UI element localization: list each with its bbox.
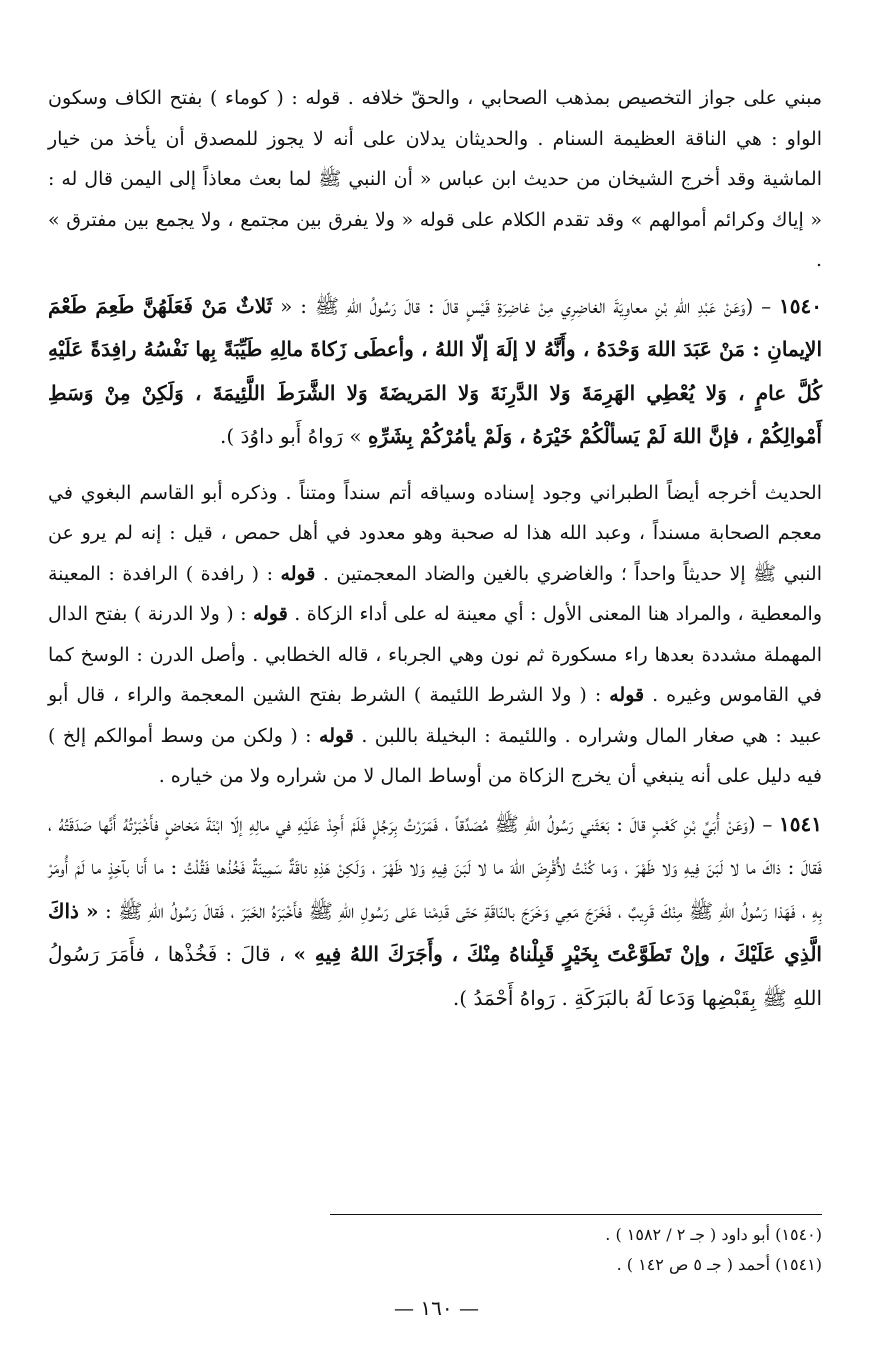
hadith-1541	[48, 803, 822, 1021]
hadith-body: ثَلاثٌ مَنْ فَعَلَهُنَّ طَعِمَ طَعْمَ الإيمانِ : مَنْ عَبَدَ اللهَ وَحْدَهُ ، وأَنَّهُ لا إلَهَ إلّا اللهُ ، وأعطَى زَكاةَ مالِهِ طَيِّبَةً بِها نَفْسُهُ رافِدَةً عَلَيْهِ كُلَّ عامٍ ، وَلا يُعْطِي الهَرِمَةَ وَلا الدَّرِنَةَ وَلا المَريضَةَ وَلا الشَّرَطَ اللَّئِيمَةَ ، وَلَكِنْ مِنْ وَسَطِ أَمْوالِكُمْ ، فإنَّ اللهَ لَمْ يَسألْكُمْ خَيْرَهُ ، وَلَمْ يأمُرْكُمْ بِشَرِّهِ	[48, 293, 823, 448]
continuation-paragraph	[48, 78, 822, 281]
hadith-number: ١٥٤٠	[779, 293, 822, 318]
hadith-bold-text: « ذاكَ الَّذِي عَلَيْكَ ، وإنْ تَطَوَّعْتَ بِخَيْرٍ قَبِلْناهُ مِنْكَ ، وأَجَرَكَ اللهُ فِيهِ »	[48, 898, 822, 966]
hadith-intro: – (وَعَنْ عَبْدِ اللهِ بْنِ معاوِيَةَ الغاضِرِي مِنْ غاضِرَةِ قَيْسٍ قالَ : قالَ رَسُولُ اللهِ ﷺ : «	[280, 293, 772, 318]
qawluhu-label: قوله	[319, 724, 354, 747]
footnote: (١٥٤١) أحمد ( جـ ٥ ص ١٤٢ ) .	[616, 1255, 822, 1274]
commentary-text: : ( ولكن من وسط أموالكم إلخ ) فيه دليل على أنه ينبغي أن يخرج الزكاة من أوساط المال لا من شراره ولا من خياره .	[48, 724, 822, 787]
footnotes	[48, 1220, 822, 1280]
commentary-text: : ( ولا الشرط اللئيمة ) الشرط بفتح الشين المعجمة والراء ، قال أبو عبيد : هي صغار المال وشراره . واللئيمة : البخيلة باللبن .	[48, 684, 823, 747]
hadith-number: ١٥٤١	[779, 811, 822, 836]
qawluhu-label: قوله	[252, 603, 288, 625]
commentary-text: : ( رافدة ) الرافدة : المعينة والمعطية ، والمراد هنا المعنى الأول : أي معينة له على أداء الزكاة .	[48, 562, 822, 625]
commentary-text: الحديث أخرجه أيضاً الطبراني وجود إسناده وسياقه أتم سنداً ومتناً . وذكره أبو القاسم البغوي في معجم الصحابة مسنداً ، وعبد الله هذا له صحبة وهو معدود في أهل حمص ، قيل : إنه لم يرو عن النبي ﷺ إلا حديثاً واحداً ؛ والغاضري بالغين والضاد المعجمتين .	[48, 481, 822, 585]
footnote-divider	[330, 1214, 822, 1215]
hadith-1540	[48, 285, 822, 459]
commentary-text: : ( ولا الدرنة ) بفتح الدال المهملة مشددة بعدها راء مسكورة ثم نون وهي الجرباء ، قاله الخطابي . وأصل الدرن : الوسخ كما في القاموس وغيره .	[48, 603, 822, 706]
hadith-text: – (وَعَنْ أُبَيِّ بْنِ كَعْبٍ قالَ : بَعَثَني رَسُولُ اللهِ ﷺ مُصَدِّقاً ، فَمَرَرْتُ بِرَجُلٍ فَلَمْ أَجِدْ عَلَيْهِ في مالِهِ إلّا ابْنَةَ مَخاضٍ فأَخْبَرْتُهُ أَنَّها صَدَقَتُهُ ، فَقالَ : ذاكَ ما لا لَبَنَ فِيهِ وَلا ظَهْرَ ، وَما كُنْتُ لأُقْرِضَ اللهَ ما لا لَبَنَ فِيهِ وَلا ظَهْرَ ، وَلَكِنْ هَذِهِ ناقَةٌ سَمِينَةٌ فَخُذْها فَقُلْتُ : ما أَنا بآخِذٍ ما لَمْ أُومَرْ بِهِ ، فَهَذا رَسُولُ اللهِ ﷺ مِنْكَ قَرِيبٌ ، فَخَرَجَ مَعِي وَخَرَجَ بالنّاقَةِ حَتّى قَدِمْنا عَلى رَسُولِ اللهِ ﷺ فأَخْبَرَهُ الخَبَرَ ، فَقالَ رَسُولُ اللهِ ﷺ :	[48, 811, 823, 923]
footnote: (١٥٤٠) أبو داود ( جـ ٢ / ١٥٨٢ ) .	[605, 1225, 822, 1244]
hadith-text: ، قالَ : فَخُذْها ، فأَمَرَ رَسُولُ اللهِ ﷺ بِقَبْضِها وَدَعا لَهُ بالبَرَكَةِ . رَواهُ أَحْمَدُ ).	[48, 942, 822, 1010]
page-body	[48, 78, 822, 1024]
page-number: — ١٦٠ —	[394, 1296, 479, 1320]
hadith-outro: » رَواهُ أَبو داوُدَ ).	[219, 424, 362, 448]
qawluhu-label: قوله	[609, 684, 645, 706]
commentary-1540	[48, 473, 822, 797]
continuation-text: مبني على جواز التخصيص بمذهب الصحابي ، والحقّ خلافه . قوله : ( كوماء ) بفتح الكاف وسكون الواو : هي الناقة العظيمة السنام . والحديثان يدلان على أنه لا يجوز للمصدق أن يأخذ من خيار الماشية وقد أخرج الشيخان من حديث ابن عباس « أن النبي ﷺ لما بعث معاذاً إلى اليمن قال له : « إياك وكرائم أموالهم » وقد تقدم الكلام على قوله « ولا يفرق بين مجتمع ، ولا يجمع بين مفترق » .	[48, 87, 822, 271]
qawluhu-label: قوله	[280, 562, 316, 585]
